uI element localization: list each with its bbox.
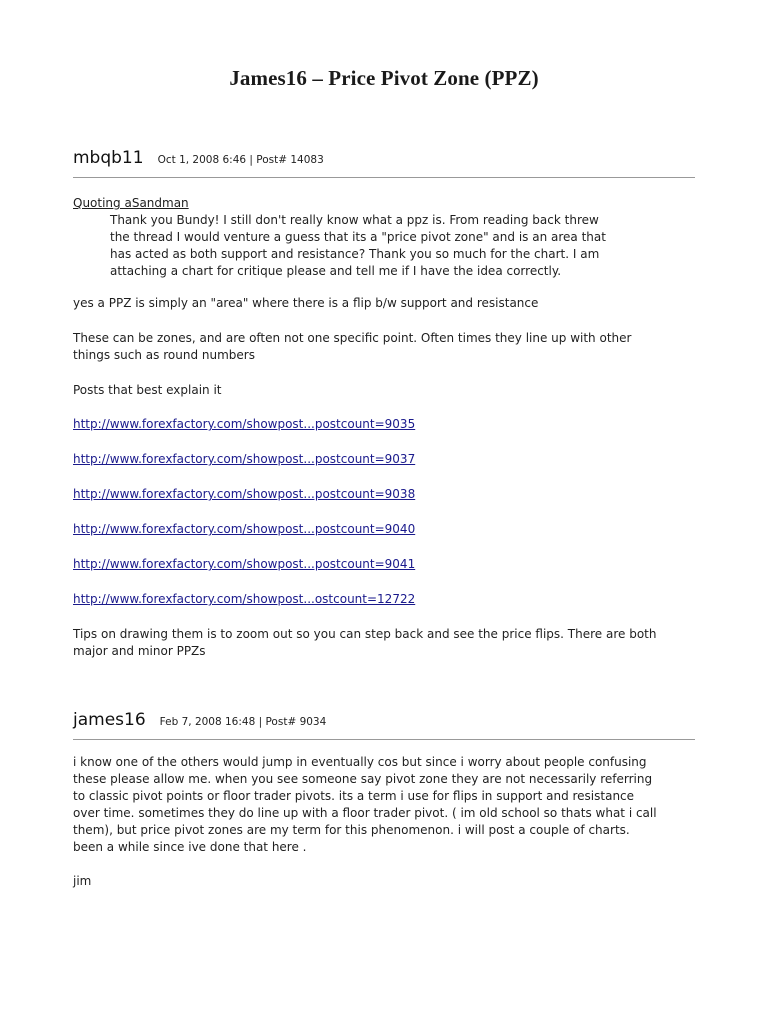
post-author: james16 xyxy=(73,710,146,730)
post-meta: Oct 1, 2008 6:46 | Post# 14083 xyxy=(157,154,324,166)
quote-block xyxy=(73,212,695,280)
post-link[interactable]: http://www.forexfactory.com/showpost...postcount=9040 xyxy=(73,522,416,536)
quote-line: the thread I would venture a guess that its a "price pivot zone" and is an area that xyxy=(110,230,606,244)
post-author: mbqb11 xyxy=(73,148,144,168)
post-mbqb11 xyxy=(73,148,695,660)
paragraph-line: over time. sometimes they do line up with a floor trader pivot. ( im old school so thats what i call xyxy=(73,806,657,820)
quote-line: has acted as both support and resistance? Thank you so much for the chart. I am xyxy=(110,247,600,261)
post-link[interactable]: http://www.forexfactory.com/showpost...postcount=9041 xyxy=(73,557,416,571)
post-divider xyxy=(73,177,695,178)
quote-line: Thank you Bundy! I still don't really know what a ppz is. From reading back threw xyxy=(110,213,599,227)
post-link[interactable]: http://www.forexfactory.com/showpost...postcount=9035 xyxy=(73,417,416,431)
paragraph-line: things such as round numbers xyxy=(73,348,255,362)
post-divider xyxy=(73,739,695,740)
paragraph: Posts that best explain it xyxy=(73,383,222,397)
post-body xyxy=(73,754,695,890)
post-body xyxy=(73,195,695,660)
paragraph xyxy=(73,626,695,660)
paragraph: yes a PPZ is simply an "area" where there is a flip b/w support and resistance xyxy=(73,296,539,310)
post-meta: Feb 7, 2008 16:48 | Post# 9034 xyxy=(159,716,327,728)
paragraph-line: i know one of the others would jump in eventually cos but since i worry about people confusing xyxy=(73,755,647,769)
post-james16 xyxy=(73,710,695,890)
paragraph-line: These can be zones, and are often not one specific point. Often times they line up with other xyxy=(73,331,632,345)
quote-label: Quoting aSandman xyxy=(73,196,189,210)
post-header xyxy=(73,710,695,734)
post-link[interactable]: http://www.forexfactory.com/showpost...postcount=9037 xyxy=(73,452,416,466)
paragraph xyxy=(73,330,695,364)
paragraph-line: these please allow me. when you see someone say pivot zone they are not necessarily referring xyxy=(73,772,653,786)
paragraph-line: to classic pivot points or floor trader pivots. its a term i use for flips in support and resistance xyxy=(73,789,635,803)
page-title: James16 – Price Pivot Zone (PPZ) xyxy=(229,66,539,90)
post-link[interactable]: http://www.forexfactory.com/showpost...postcount=9038 xyxy=(73,487,416,501)
signature: jim xyxy=(73,874,92,888)
paragraph-line: been a while since ive done that here . xyxy=(73,840,307,854)
paragraph-line: them), but price pivot zones are my term for this phenomenon. i will post a couple of charts. xyxy=(73,823,630,837)
paragraph-line: major and minor PPZs xyxy=(73,644,206,658)
quote-line: attaching a chart for critique please and tell me if I have the idea correctly. xyxy=(110,264,562,278)
post-header xyxy=(73,148,695,172)
post-link[interactable]: http://www.forexfactory.com/showpost...ostcount=12722 xyxy=(73,592,416,606)
paragraph-line: Tips on drawing them is to zoom out so you can step back and see the price flips. There are both xyxy=(73,627,657,641)
